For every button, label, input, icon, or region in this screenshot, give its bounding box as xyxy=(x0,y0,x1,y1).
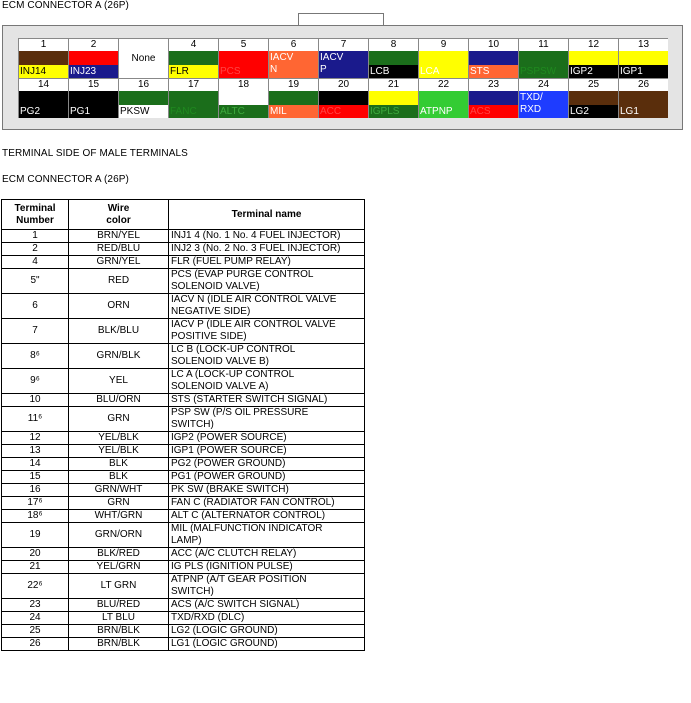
connector-pin-13 xyxy=(618,38,668,78)
pin-signal-label: LCB xyxy=(370,66,390,77)
connector-pin-12 xyxy=(568,38,618,78)
cell-terminal-number: 12 xyxy=(2,432,69,445)
pin-signal-label: IGP2 xyxy=(570,66,593,77)
cell-terminal-name: IACV P (IDLE AIR CONTROL VALVE POSITIVE SIDE) xyxy=(169,319,365,344)
connector-pin-2 xyxy=(68,38,118,78)
cell-terminal-name: PCS (EVAP PURGE CONTROL SOLENOID VALVE) xyxy=(169,269,365,294)
cell-terminal-number: 18⁶ xyxy=(2,510,69,523)
cell-wire-color: BRN/YEL xyxy=(69,230,169,243)
pin-stripe-color xyxy=(369,51,418,65)
pin-number: 13 xyxy=(619,39,668,51)
cell-terminal-name: IG PLS (IGNITION PULSE) xyxy=(169,561,365,574)
pin-stripe-color xyxy=(19,51,68,65)
connector-pin-16 xyxy=(118,78,168,118)
cell-terminal-name: LG2 (LOGIC GROUND) xyxy=(169,625,365,638)
cell-terminal-name: ALT C (ALTERNATOR CONTROL) xyxy=(169,510,365,523)
table-row xyxy=(2,369,365,394)
pin-signal-label: MIL xyxy=(270,106,287,117)
connector-pin-18 xyxy=(218,78,268,118)
cell-terminal-number: 6 xyxy=(2,294,69,319)
cell-wire-color: GRN xyxy=(69,497,169,510)
cell-terminal-name: LC A (LOCK-UP CONTROL SOLENOID VALVE A) xyxy=(169,369,365,394)
cell-wire-color: BLK/BLU xyxy=(69,319,169,344)
pin-number: 18 xyxy=(219,79,268,91)
pin-signal-label: PG2 xyxy=(20,106,41,117)
cell-wire-color: YEL/BLK xyxy=(69,432,169,445)
cell-wire-color: GRN/YEL xyxy=(69,256,169,269)
cell-terminal-number: 23 xyxy=(2,599,69,612)
table-row xyxy=(2,319,365,344)
pin-number: 26 xyxy=(619,79,668,91)
cell-terminal-number: 20 xyxy=(2,548,69,561)
table-row xyxy=(2,638,365,651)
pin-signal-label: PSPSW xyxy=(520,66,557,77)
cell-wire-color: RED/BLU xyxy=(69,243,169,256)
cell-wire-color: LT BLU xyxy=(69,612,169,625)
pin-signal-label: FANC xyxy=(170,106,197,117)
cell-terminal-number: 26 xyxy=(2,638,69,651)
cell-terminal-name: PK SW (BRAKE SWITCH) xyxy=(169,484,365,497)
pin-signal-label: IGP1 xyxy=(620,66,643,77)
cell-wire-color: BLK xyxy=(69,458,169,471)
cell-terminal-number: 4 xyxy=(2,256,69,269)
connector-pin-7 xyxy=(318,38,368,78)
cell-terminal-name: ATPNP (A/T GEAR POSITION SWITCH) xyxy=(169,574,365,599)
cell-wire-color: BLK/RED xyxy=(69,548,169,561)
cell-terminal-number: 24 xyxy=(2,612,69,625)
pin-signal-label: PKSW xyxy=(120,106,150,117)
cell-terminal-number: 8⁶ xyxy=(2,344,69,369)
pin-signal-label: IGPLS xyxy=(370,106,400,117)
header-terminal-name: Terminal name xyxy=(169,200,365,230)
header-terminal-number: Terminal Number xyxy=(2,200,69,230)
cell-wire-color: GRN/WHT xyxy=(69,484,169,497)
table-row xyxy=(2,561,365,574)
pin-stripe-color xyxy=(119,91,168,105)
cell-terminal-name: FAN C (RADIATOR FAN CONTROL) xyxy=(169,497,365,510)
pin-stripe-color xyxy=(169,51,218,65)
connector-pin-4 xyxy=(168,38,218,78)
pin-stripe-color xyxy=(69,51,118,65)
pin-stripe-color xyxy=(369,91,418,105)
header-wire-color: Wire color xyxy=(69,200,169,230)
table-row xyxy=(2,510,365,523)
cell-terminal-name: IGP1 (POWER SOURCE) xyxy=(169,445,365,458)
cell-terminal-name: PSP SW (P/S OIL PRESSURE SWITCH) xyxy=(169,407,365,432)
cell-wire-color: GRN/BLK xyxy=(69,344,169,369)
connector-pin-grid xyxy=(18,38,668,118)
pin-number: 21 xyxy=(369,79,418,91)
cell-terminal-number: 14 xyxy=(2,458,69,471)
pin-signal-label: LG1 xyxy=(620,106,639,117)
cell-terminal-number: 16 xyxy=(2,484,69,497)
pin-number: 23 xyxy=(469,79,518,91)
pin-number: 8 xyxy=(369,39,418,51)
cell-terminal-number: 10 xyxy=(2,394,69,407)
pin-signal-label: FLR xyxy=(170,66,189,77)
pin-stripe-color xyxy=(469,91,518,105)
cell-terminal-number: 21 xyxy=(2,561,69,574)
cell-wire-color: YEL xyxy=(69,369,169,394)
cell-wire-color: WHT/GRN xyxy=(69,510,169,523)
pin-signal-label: TXD/ RXD xyxy=(520,92,543,115)
pin-signal-label: INJ23 xyxy=(70,66,97,77)
cell-terminal-name: PG2 (POWER GROUND) xyxy=(169,458,365,471)
cell-wire-color: GRN xyxy=(69,407,169,432)
cell-terminal-name: LC B (LOCK-UP CONTROL SOLENOID VALVE B) xyxy=(169,344,365,369)
table-row xyxy=(2,458,365,471)
connector-pin-22 xyxy=(418,78,468,118)
table-row xyxy=(2,599,365,612)
terminal-table xyxy=(1,199,365,651)
connector-pin-14 xyxy=(18,78,68,118)
cell-terminal-number: 13 xyxy=(2,445,69,458)
pin-signal-label: PG1 xyxy=(70,106,91,117)
connector-pin-15 xyxy=(68,78,118,118)
cell-terminal-name: IACV N (IDLE AIR CONTROL VALVE NEGATIVE SIDE) xyxy=(169,294,365,319)
cell-terminal-number: 25 xyxy=(2,625,69,638)
cell-terminal-number: 19 xyxy=(2,523,69,548)
pin-signal-label: ACC xyxy=(320,106,342,117)
cell-wire-color: BLU/ORN xyxy=(69,394,169,407)
pin-number: 14 xyxy=(19,79,68,91)
cell-terminal-number: 2 xyxy=(2,243,69,256)
cell-terminal-name: MIL (MALFUNCTION INDICATOR LAMP) xyxy=(169,523,365,548)
connector-pin-19 xyxy=(268,78,318,118)
cell-terminal-name: ACC (A/C CLUTCH RELAY) xyxy=(169,548,365,561)
pin-number: 25 xyxy=(569,79,618,91)
table-row xyxy=(2,497,365,510)
pin-number: 4 xyxy=(169,39,218,51)
table-row xyxy=(2,574,365,599)
pin-stripe-color xyxy=(269,91,318,105)
cell-terminal-name: ACS (A/C SWITCH SIGNAL) xyxy=(169,599,365,612)
pin-stripe-color xyxy=(219,51,268,65)
connector-title: ECM CONNECTOR A (26P) xyxy=(2,0,129,11)
cell-wire-color: GRN/ORN xyxy=(69,523,169,548)
cell-terminal-number: 17⁶ xyxy=(2,497,69,510)
pin-stripe-color xyxy=(419,91,468,105)
table-row xyxy=(2,269,365,294)
connector-diagram xyxy=(2,25,683,130)
connector-pin-8 xyxy=(368,38,418,78)
cell-wire-color: ORN xyxy=(69,294,169,319)
cell-wire-color: RED xyxy=(69,269,169,294)
pin-stripe-color xyxy=(619,51,668,65)
table-row xyxy=(2,445,365,458)
cell-terminal-name: INJ2 3 (No. 2 No. 3 FUEL INJECTOR) xyxy=(169,243,365,256)
pin-stripe-color xyxy=(69,91,118,105)
pin-none-label: None xyxy=(131,53,156,64)
pin-stripe-color xyxy=(569,51,618,65)
table-header-row xyxy=(2,200,365,230)
cell-terminal-name: PG1 (POWER GROUND) xyxy=(169,471,365,484)
connector-pin-26 xyxy=(618,78,668,118)
cell-wire-color: YEL/GRN xyxy=(69,561,169,574)
connector-pin-11 xyxy=(518,38,568,78)
cell-wire-color: BRN/BLK xyxy=(69,625,169,638)
pin-number: 2 xyxy=(69,39,118,51)
pin-signal-label: ALTC xyxy=(220,106,245,117)
pin-signal-label: IACV N xyxy=(270,52,294,75)
pin-number: 10 xyxy=(469,39,518,51)
pin-stripe-color xyxy=(519,51,568,65)
terminal-side-note: TERMINAL SIDE OF MALE TERMINALS xyxy=(2,148,188,159)
cell-wire-color: BRN/BLK xyxy=(69,638,169,651)
cell-terminal-number: 7 xyxy=(2,319,69,344)
cell-terminal-number: 1 xyxy=(2,230,69,243)
table-row xyxy=(2,294,365,319)
cell-terminal-name: IGP2 (POWER SOURCE) xyxy=(169,432,365,445)
connector-pin-6 xyxy=(268,38,318,78)
pin-signal-label: LCA xyxy=(420,66,440,77)
pin-number: 24 xyxy=(519,79,568,91)
connector-pin-5 xyxy=(218,38,268,78)
connector-pin-25 xyxy=(568,78,618,118)
pin-stripe-color xyxy=(619,91,668,105)
cell-terminal-name: LG1 (LOGIC GROUND) xyxy=(169,638,365,651)
table-row xyxy=(2,407,365,432)
connector-pin-24 xyxy=(518,78,568,118)
pin-stripe-color xyxy=(569,91,618,105)
table-row xyxy=(2,625,365,638)
pin-number: 15 xyxy=(69,79,118,91)
cell-wire-color: LT GRN xyxy=(69,574,169,599)
pin-number: 16 xyxy=(119,79,168,91)
pin-stripe-color xyxy=(419,51,468,65)
cell-terminal-number: 9⁶ xyxy=(2,369,69,394)
table-row xyxy=(2,432,365,445)
connector-pin-23 xyxy=(468,78,518,118)
table-caption: ECM CONNECTOR A (26P) xyxy=(2,174,129,185)
pin-number: 1 xyxy=(19,39,68,51)
pin-signal-label: ATPNP xyxy=(420,106,453,117)
cell-wire-color: BLU/RED xyxy=(69,599,169,612)
pin-stripe-color xyxy=(219,91,268,105)
pin-stripe-color xyxy=(469,51,518,65)
connector-pin-20 xyxy=(318,78,368,118)
pin-number: 17 xyxy=(169,79,218,91)
table-row xyxy=(2,471,365,484)
pin-number: 12 xyxy=(569,39,618,51)
cell-wire-color: YEL/BLK xyxy=(69,445,169,458)
table-row xyxy=(2,344,365,369)
pin-signal-label: INJ14 xyxy=(20,66,47,77)
connector-pin-1 xyxy=(18,38,68,78)
pin-number: 5 xyxy=(219,39,268,51)
connector-pin-17 xyxy=(168,78,218,118)
pin-number: 6 xyxy=(269,39,318,51)
cell-terminal-name: STS (STARTER SWITCH SIGNAL) xyxy=(169,394,365,407)
pin-signal-label: LG2 xyxy=(570,106,589,117)
connector-pin-9 xyxy=(418,38,468,78)
pin-number: 19 xyxy=(269,79,318,91)
cell-terminal-number: 11⁶ xyxy=(2,407,69,432)
pin-signal-label: STS xyxy=(470,66,490,77)
table-row xyxy=(2,243,365,256)
cell-terminal-number: 5" xyxy=(2,269,69,294)
pin-signal-label: ACS xyxy=(470,106,491,117)
pin-number: 20 xyxy=(319,79,368,91)
connector-pin-21 xyxy=(368,78,418,118)
pin-stripe-color xyxy=(169,91,218,105)
cell-terminal-number: 15 xyxy=(2,471,69,484)
connector-pin-10 xyxy=(468,38,518,78)
connector-pin-none xyxy=(118,38,168,78)
cell-terminal-name: FLR (FUEL PUMP RELAY) xyxy=(169,256,365,269)
table-row xyxy=(2,394,365,407)
table-row xyxy=(2,256,365,269)
pin-signal-label: PCS xyxy=(220,66,241,77)
pin-number: 22 xyxy=(419,79,468,91)
table-row xyxy=(2,523,365,548)
pin-number: 11 xyxy=(519,39,568,51)
pin-number: 9 xyxy=(419,39,468,51)
table-row xyxy=(2,548,365,561)
pin-signal-label: IACV P xyxy=(320,52,344,75)
cell-wire-color: BLK xyxy=(69,471,169,484)
cell-terminal-name: TXD/RXD (DLC) xyxy=(169,612,365,625)
pin-number: 7 xyxy=(319,39,368,51)
pin-stripe-color xyxy=(19,91,68,105)
cell-terminal-name: INJ1 4 (No. 1 No. 4 FUEL INJECTOR) xyxy=(169,230,365,243)
cell-terminal-number: 22⁶ xyxy=(2,574,69,599)
table-row xyxy=(2,612,365,625)
table-row xyxy=(2,484,365,497)
table-row xyxy=(2,230,365,243)
pin-stripe-color xyxy=(319,91,368,105)
